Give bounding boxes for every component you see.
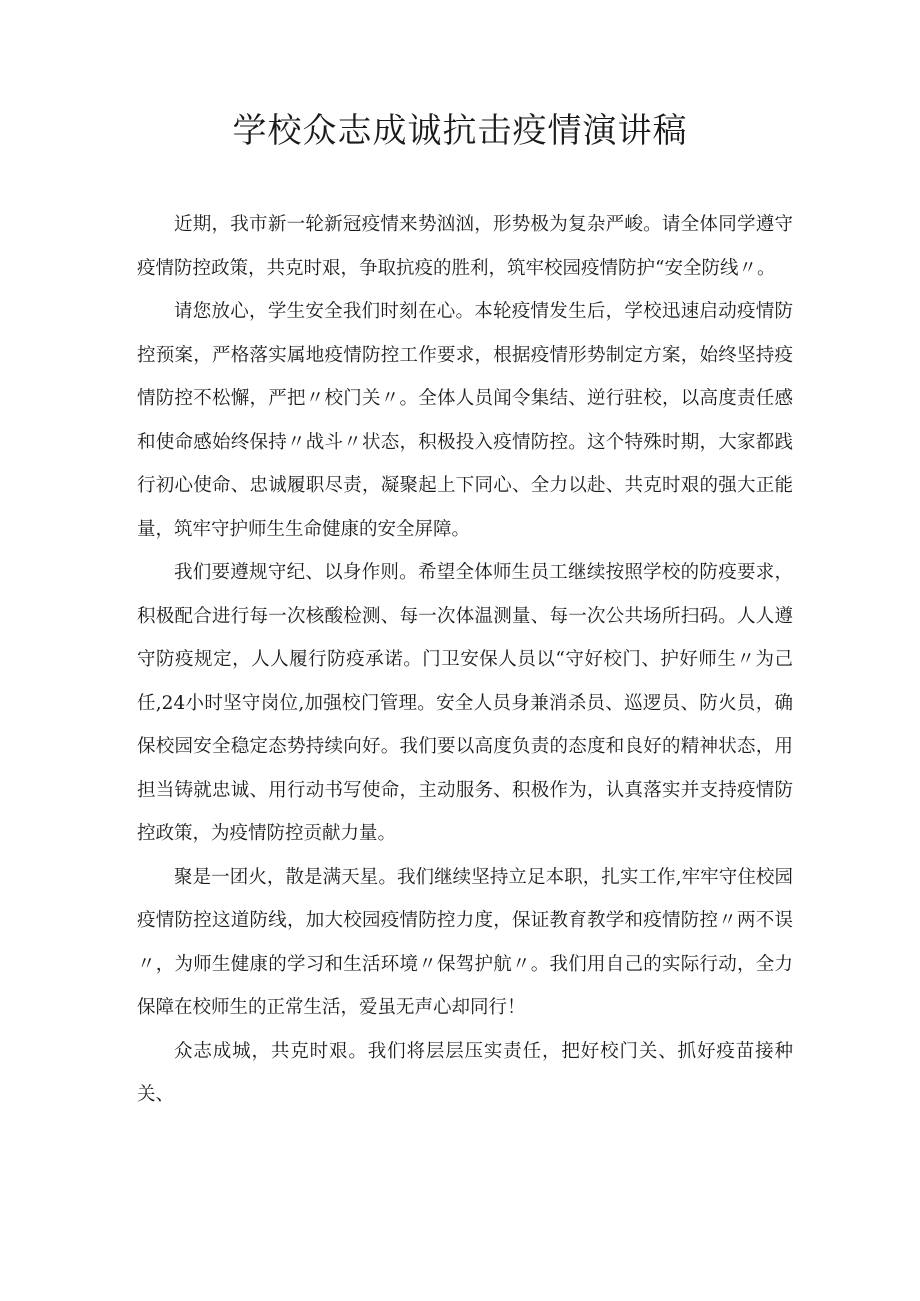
document-body (137, 203, 793, 1117)
document-title: 学校众志成诚抗击疫情演讲稿 (232, 111, 688, 151)
paragraph-1: 近期，我市新一轮新冠疫情来势汹汹，形势极为复杂严峻。请全体同学遵守疫情防控政策，共克时艰，争取抗疫的胜利，筑牢校园疫情防护“安全防线〃。 (137, 214, 793, 279)
paragraph-2: 请您放心，学生安全我们时刻在心。本轮疫情发生后，学校迅速启动疫情防控预案，严格落实属地疫情防控工作要求，根据疫情形势制定方案，始终坚持疫情防控不松懈，严把〃校门关〃。全体人员闻令集结、逆行驻校，以高度责任感和使命感始终保持〃战斗〃状态，积极投入疫情防控。这个特殊时期，大家都践行初心使命、忠诚履职尽责，凝聚起上下同心、全力以赴、共克时艰的强大正能量，筑牢守护师生生命健康的安全屏障。 (137, 301, 793, 540)
paragraph-5: 众志成城，共克时艰。我们将层层压实责任，把好校门关、抓好疫苗接种关、 (137, 1040, 793, 1105)
paragraph-3: 我们要遵规守纪、以身作则。希望全体师生员工继续按照学校的防疫要求，积极配合进行每一次核酸检测、每一次体温测量、每一次公共场所扫码。人人遵守防疫规定，人人履行防疫承诺。门卫安保人员以“守好校门、护好师生〃为己任,24小时坚守岗位,加强校门管理。安全人员身兼消杀员、巡逻员、防火员，确保校园安全稳定态势持续向好。我们要以高度负责的态度和良好的精神状态，用担当铸就忠诚、用行动书写使命，主动服务、积极作为，认真落实并支持疫情防控政策，为疫情防控贡献力量。 (137, 562, 793, 844)
paragraph-4: 聚是一团火，散是满天星。我们继续坚持立足本职，扎实工作,牢牢守住校园疫情防控这道防线，加大校园疫情防控力度，保证教育教学和疫情防控〃两不误〃，为师生健康的学习和生活环境〃保驾护航〃。我们用自己的实际行动，全力保障在校师生的正常生活，爱虽无声心却同行！ (137, 866, 793, 1018)
